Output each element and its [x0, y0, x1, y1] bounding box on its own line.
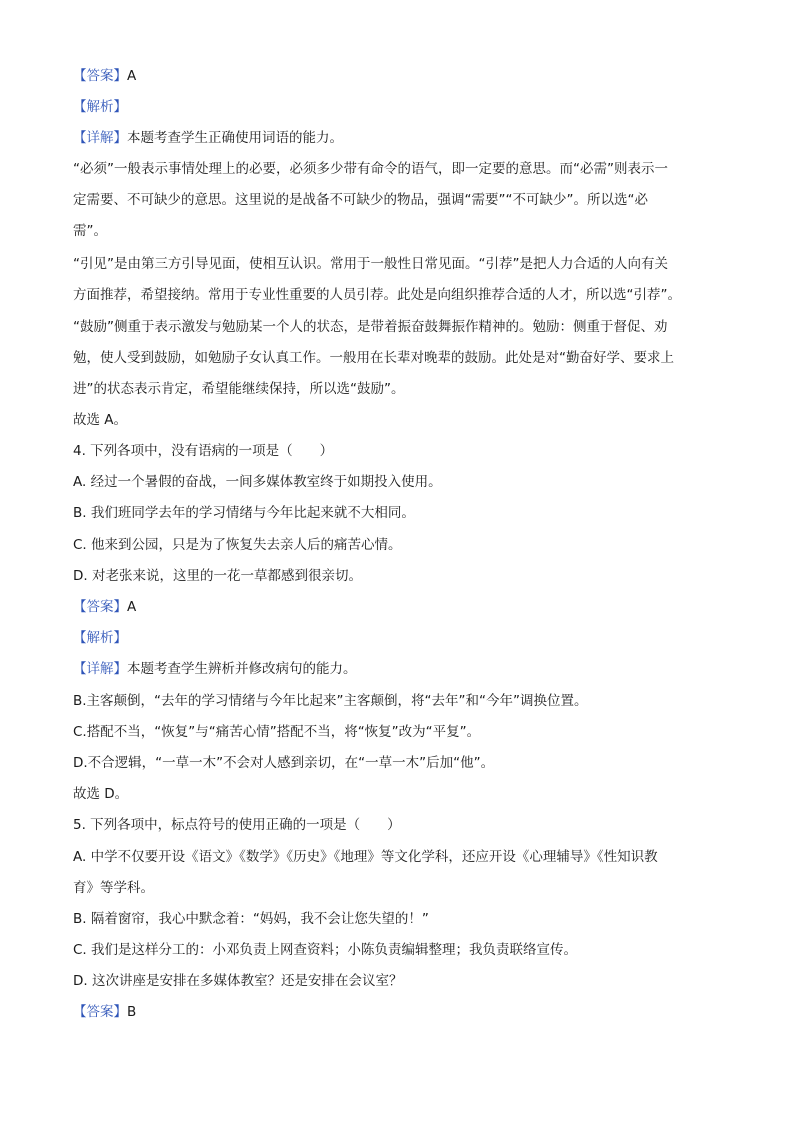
- option-d: D. 这次讲座是安排在多媒体教室？还是安排在会议室？: [73, 973, 403, 989]
- option-d: D. 对老张来说，这里的一花一草都感到很亲切。: [73, 568, 362, 584]
- option-c: C. 他来到公园，只是为了恢复失去亲人后的痛苦心情。: [73, 537, 402, 553]
- analysis-tag: 【解析】: [73, 630, 127, 646]
- answer-value: A: [127, 599, 137, 615]
- conclusion-line: 故选 A。: [73, 412, 128, 428]
- answer-tag: 【答案】: [73, 1004, 127, 1020]
- answer-value: B: [127, 1004, 137, 1020]
- note-line: B.主客颠倒，“去年的学习情绪与今年比起来”主客颠倒，将“去年”和“今年”调换位置。: [73, 693, 588, 709]
- detail-text: 本题考查学生辨析并修改病句的能力。: [127, 661, 357, 677]
- answer-value: A: [127, 68, 137, 84]
- q3-detail-line: [73, 128, 733, 148]
- note-line: C.搭配不当，“恢复”与“痛苦心情”搭配不当，将“恢复”改为“平复”。: [73, 724, 481, 740]
- paragraph-line: “引见”是由第三方引导见面，使相互认识。常用于一般性日常见面。“引荐”是把人力合适的人向有关: [73, 256, 668, 272]
- q5-answer-line: [73, 1002, 733, 1022]
- detail-tag: 【详解】: [73, 661, 127, 677]
- detail-text: 本题考查学生正确使用词语的能力。: [127, 130, 343, 146]
- q4-detail-line: [73, 659, 733, 679]
- paragraph-line: “鼓励”侧重于表示激发与勉励某一个人的状态，是带着振奋鼓舞振作精神的。勉励：侧重于督促、劝: [73, 319, 668, 335]
- option-b: B. 我们班同学去年的学习情绪与今年比起来就不大相同。: [73, 505, 415, 521]
- option-a-continued: 育》等学科。: [73, 880, 154, 896]
- answer-tag: 【答案】: [73, 599, 127, 615]
- q4-answer-line: [73, 597, 733, 617]
- option-c: C. 我们是这样分工的：小邓负责上网查资料；小陈负责编辑整理；我负责联络宣传。: [73, 942, 578, 958]
- option-a: A. 中学不仅要开设《语文》《数学》《历史》《地理》等文化学科，还应开设《心理辅导》《性知识教: [73, 849, 658, 865]
- analysis-tag: 【解析】: [73, 99, 127, 115]
- paragraph-line: 勉，使人受到鼓励，如勉励子女认真工作。一般用在长辈对晚辈的鼓励。此处是对“勤奋好学、要求上: [73, 350, 674, 366]
- note-line: D.不合逻辑，“一草一木”不会对人感到亲切，在“一草一木”后加“他”。: [73, 755, 495, 771]
- paragraph-line: “必须”一般表示事情处理上的必要，必须多少带有命令的语气，即一定要的意思。而“必需”则表示一: [73, 161, 668, 177]
- question-stem: 5. 下列各项中，标点符号的使用正确的一项是（ ）: [73, 817, 401, 833]
- paragraph-line: 需”。: [73, 223, 107, 239]
- option-b: B. 隔着窗帘，我心中默念着：“妈妈，我不会让您失望的！”: [73, 911, 429, 927]
- q3-analysis-line: [73, 97, 733, 117]
- detail-tag: 【详解】: [73, 130, 127, 146]
- question-stem: 4. 下列各项中，没有语病的一项是（ ）: [73, 443, 334, 459]
- paragraph-line: 进”的状态表示肯定，希望能继续保持，所以选“鼓励”。: [73, 381, 405, 397]
- q3-answer-line: [73, 66, 733, 86]
- q4-analysis-line: [73, 628, 733, 648]
- paragraph-line: 定需要、不可缺少的意思。这里说的是战备不可缺少的物品，强调“需要”“不可缺少”。所以选“必: [73, 192, 648, 208]
- answer-tag: 【答案】: [73, 68, 127, 84]
- option-a: A. 经过一个暑假的奋战，一间多媒体教室终于如期投入使用。: [73, 474, 442, 490]
- paragraph-line: 方面推荐，希望接纳。常用于专业性重要的人员引荐。此处是向组织推荐合适的人才，所以选“引荐”。: [73, 287, 681, 303]
- conclusion-line: 故选 D。: [73, 786, 129, 802]
